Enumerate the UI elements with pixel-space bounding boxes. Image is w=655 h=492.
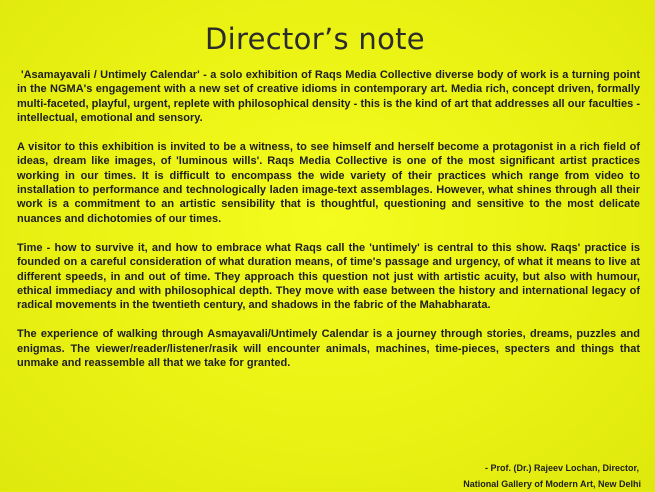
paragraph-time: Time - how to survive it, and how to embrace what Raqs call the 'untimely' is central to this show. Raqs' practice is founded on a careful consideration of what duration means, of time's passage and urgency, of what it means to live at different speeds, in and out of time. They approach this question not just with artistic acuity, but also with humour, ethical immediacy and with philosophical depth. They move with ease between the history and international legacy of radical movements in the twentieth century, and shadows in the fabric of the Mahabharata. — [17, 241, 640, 312]
credit-institution-line: National Gallery of Modern Art, New Delhi — [463, 479, 641, 489]
paragraph-intro: 'Asamayavali / Untimely Calendar' - a solo exhibition of Raqs Media Collective diverse body of work is a turning point in the NGMA's engagement with a new set of creative idioms in contemporary art. Media rich, concept driven, formally multi-faceted, playful, urgent, replete with philosophical density - this is the kind of art that addresses all our faculties - intellectual, emotional and sensory. — [17, 69, 640, 124]
note-body — [17, 68, 640, 385]
paragraph-experience: The experience of walking through Asmayavali/Untimely Calendar is a journey through stories, dreams, puzzles and enigmas. The viewer/reader/listener/rasik will encounter animals, machines, time-pieces, specters and things that unmake and reassemble all that we take for granted. — [17, 328, 640, 370]
author-credit — [463, 460, 641, 492]
credit-author-line: - Prof. (Dr.) Rajeev Lochan, Director, — [484, 463, 639, 473]
page-title: Director’s note — [205, 22, 425, 56]
paragraph-visitor: A visitor to this exhibition is invited to be a witness, to see himself and herself become a protagonist in a rich field of ideas, dream like images, of 'luminous wills'. Raqs Media Collective is one of the most significant artist practices working in our times. It is difficult to encompass the wide variety of their practices which range from video to installation to performance and technologically laden image-text assemblages. However, what shines through all their work is a commitment to an artistic sensibility that is thoughtful, questioning and sensitive to the most delicate nuances and dichotomies of our times. — [17, 141, 640, 225]
